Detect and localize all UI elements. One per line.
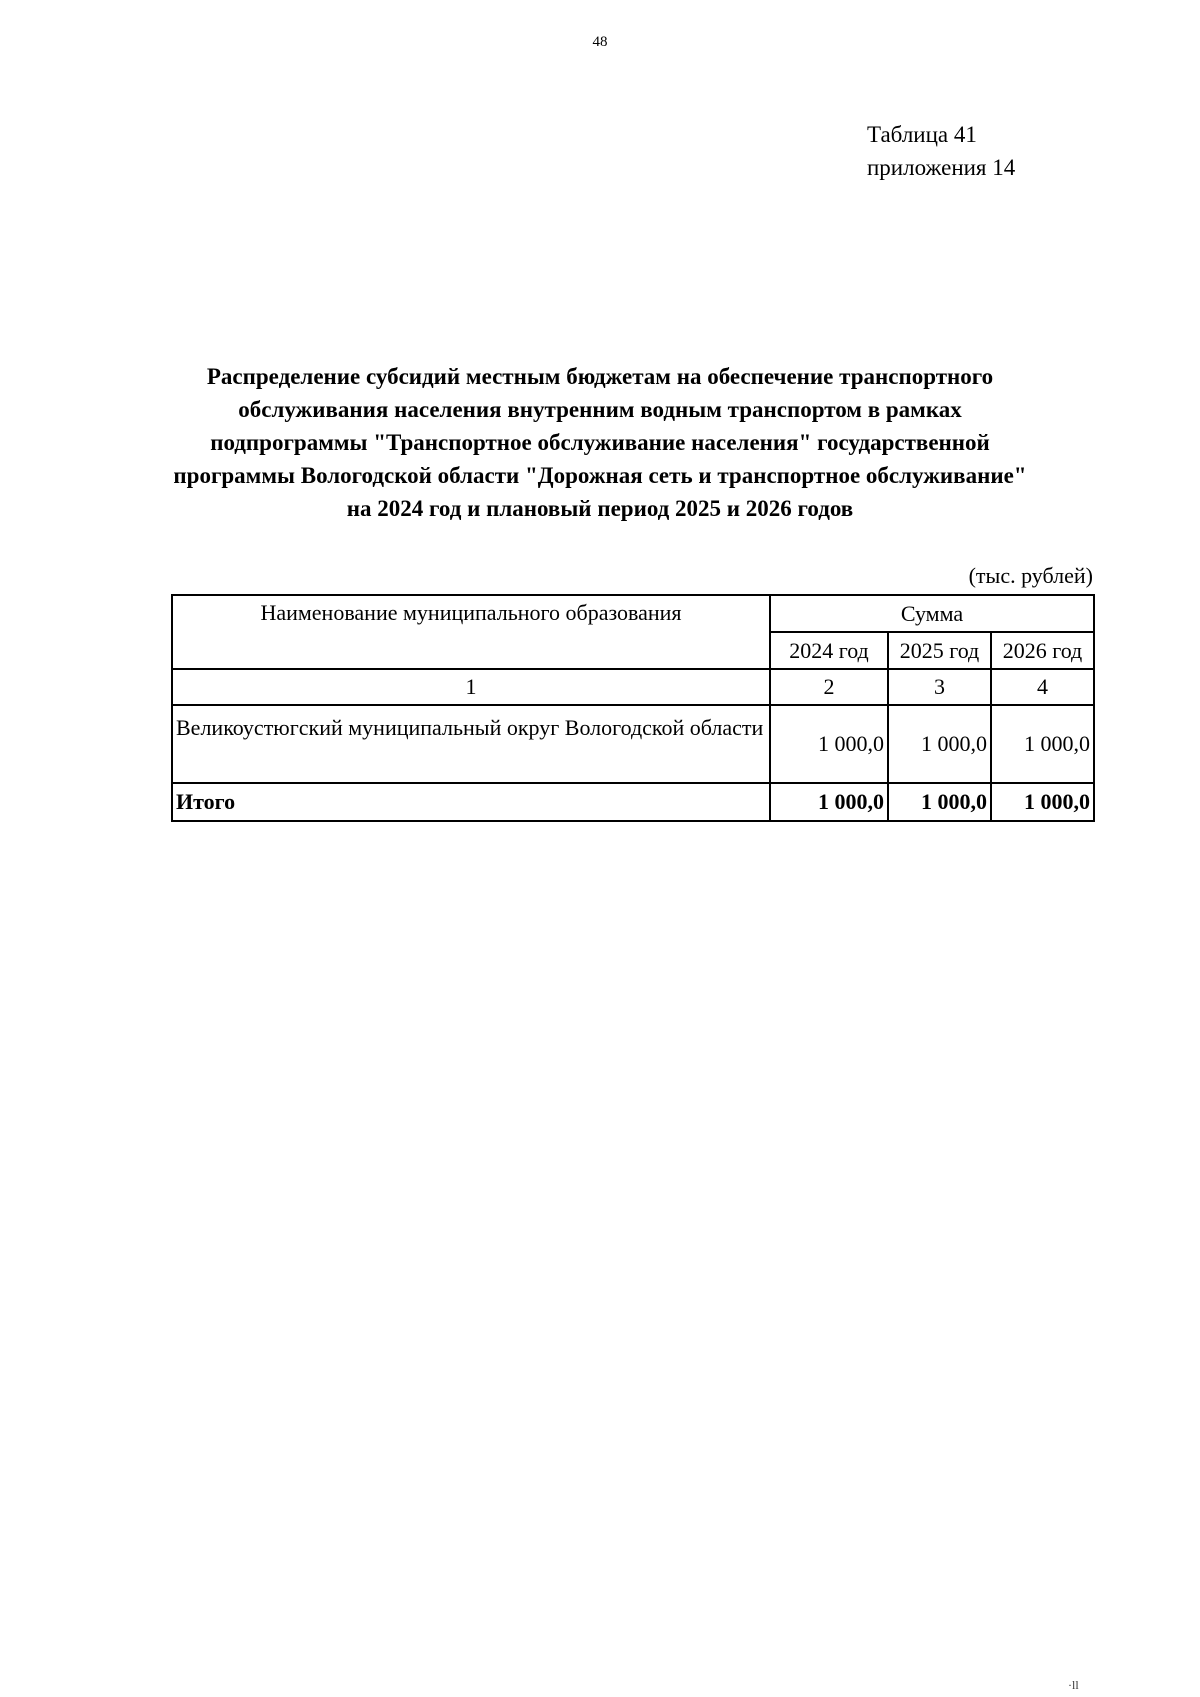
total-row bbox=[172, 783, 1094, 821]
corner-mark: ·ll bbox=[1068, 1678, 1079, 1692]
header-name: Наименование муниципального образования bbox=[260, 600, 682, 625]
column-number-1: 1 bbox=[172, 669, 770, 705]
total-label: Итого bbox=[172, 783, 770, 821]
row-value-2025: 1 000,0 bbox=[888, 705, 991, 783]
header-year-2025: 2025 год bbox=[888, 632, 991, 669]
column-number-2: 2 bbox=[770, 669, 888, 705]
row-value-2024: 1 000,0 bbox=[770, 705, 888, 783]
row-value-2026: 1 000,0 bbox=[991, 705, 1094, 783]
table-row bbox=[172, 705, 1094, 783]
total-value-2024: 1 000,0 bbox=[770, 783, 888, 821]
table-reference-line1: Таблица 41 bbox=[867, 122, 977, 147]
table-reference-line2: приложения 14 bbox=[867, 155, 1016, 180]
title-line-3: подпрограммы "Транспортное обслуживание населения" государственной bbox=[210, 430, 990, 455]
header-sum: Сумма bbox=[900, 600, 964, 626]
total-value-2025: 1 000,0 bbox=[888, 783, 991, 821]
header-year-2026: 2026 год bbox=[991, 632, 1094, 669]
units-label: (тыс. рублей) bbox=[968, 563, 1093, 588]
subsidy-table bbox=[171, 594, 1095, 822]
total-value-2026: 1 000,0 bbox=[991, 783, 1094, 821]
page-number: 48 bbox=[592, 34, 608, 50]
row-municipality-name: Великоустюгский муниципальный округ Вологодской области bbox=[172, 705, 770, 783]
header-sum-cell bbox=[770, 595, 1094, 632]
header-name-cell bbox=[172, 595, 770, 669]
title-line-1: Распределение субсидий местным бюджетам на обеспечение транспортного bbox=[206, 364, 994, 389]
table-header-row bbox=[172, 595, 1094, 632]
table-reference bbox=[867, 118, 1015, 184]
column-number-3: 3 bbox=[888, 669, 991, 705]
title-line-4: программы Вологодской области "Дорожная сеть и транспортное обслуживание" bbox=[173, 463, 1027, 488]
column-numbers-row bbox=[172, 669, 1094, 705]
title-line-2: обслуживания населения внутренним водным транспортом в рамках bbox=[238, 397, 962, 422]
header-year-2024: 2024 год bbox=[770, 632, 888, 669]
column-number-4: 4 bbox=[991, 669, 1094, 705]
document-title bbox=[140, 360, 1060, 525]
title-line-5: на 2024 год и плановый период 2025 и 2026 годов bbox=[346, 496, 854, 521]
